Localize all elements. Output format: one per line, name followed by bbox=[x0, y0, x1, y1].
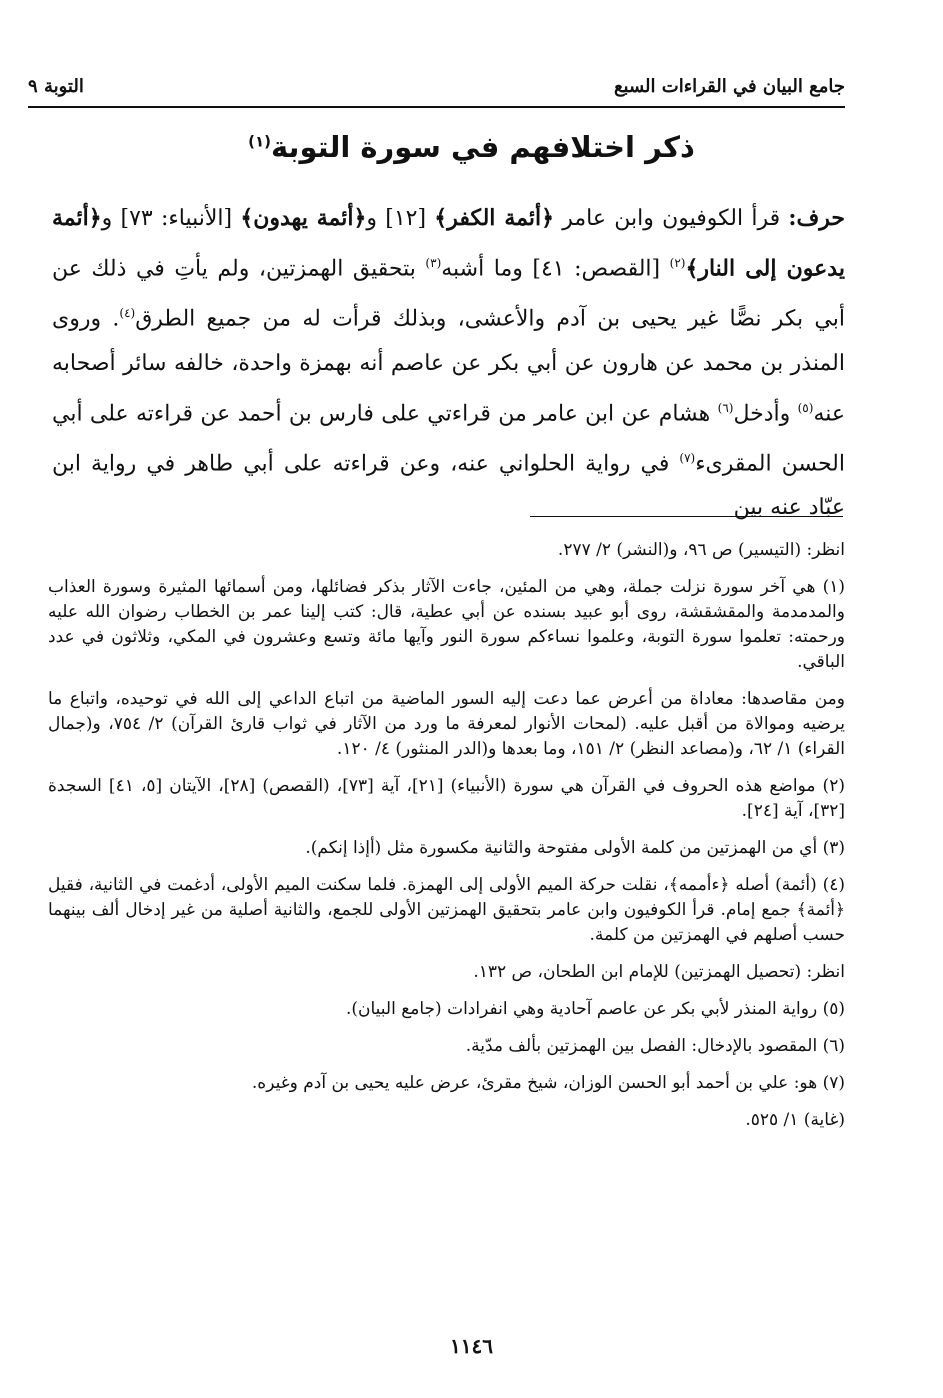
footnote-number: (٣) bbox=[822, 838, 845, 858]
footnote-5 bbox=[48, 997, 845, 1022]
text-run: [الأنبياء: ٧٣] و bbox=[101, 206, 241, 231]
footnote-ref: (٧) bbox=[679, 450, 696, 465]
main-text bbox=[52, 196, 845, 530]
footnote-ref: (٤) bbox=[119, 306, 136, 321]
footnote-divider bbox=[530, 516, 843, 517]
footnote-text: مواضع هذه الحروف في القرآن هي سورة (الأنبياء) [٢١]، آية [٧٣]، (القصص) [٢٨]، الآيتان [٥، ٤١] السجدة [٣٢]، آية [٢٤]. bbox=[48, 776, 845, 821]
footnote-text: هو: علي بن أحمد أبو الحسن الوزان، شيخ مقرئ، عرض عليه يحيى بن آدم وغيره. bbox=[251, 1073, 823, 1093]
footnote-number: (٦) bbox=[822, 1036, 845, 1056]
chapter-title-note: (١) bbox=[248, 132, 271, 151]
footnote-ref: (٢) bbox=[669, 256, 686, 270]
chapter-title bbox=[0, 130, 943, 164]
quran-quote: ﴿أئمة الكفر﴾ bbox=[434, 205, 554, 231]
footnote-7 bbox=[48, 1071, 845, 1096]
footnote-6 bbox=[48, 1034, 845, 1059]
page-number: ١١٤٦ bbox=[450, 1334, 493, 1358]
quran-quote: ﴿أئمة يهدون﴾ bbox=[240, 205, 367, 231]
paragraph bbox=[52, 196, 845, 530]
footnote-number: (٥) bbox=[822, 999, 845, 1019]
text-run: [القصص: ٤١] وما أشبه bbox=[441, 256, 670, 282]
header-book-title: جامع البيان في القراءات السبع bbox=[613, 75, 845, 97]
text-run: قرأ الكوفيون وابن عامر bbox=[553, 206, 789, 231]
header-surah: التوبة ٩ bbox=[28, 75, 84, 97]
footnote-4 bbox=[48, 873, 845, 948]
text-run: وأدخل bbox=[733, 400, 798, 426]
footnote-text: أي من الهمزتين من كلمة الأولى مفتوحة والثانية مكسورة مثل (أإذا إنكم). bbox=[305, 838, 823, 858]
footnote-ref: (٦) bbox=[717, 400, 734, 415]
text-run: هشام عن ابن عامر من قراءتي على فارس بن أحمد عن قراءته على أبي الحسن المقرىء bbox=[52, 400, 845, 477]
text-run: بتحقيق الهمزتين، ولم يأتِ في ذلك عن أبي بكر نصًّا غير يحيى بن آدم والأعشى، وبذلك قرأت له من جميع الطرق bbox=[52, 256, 845, 332]
footnote-text: رواية المنذر لأبي بكر عن عاصم آحادية وهي انفرادات (جامع البيان). bbox=[345, 999, 823, 1019]
footnote-intro: انظر: (التيسير) ص ٩٦، و(النشر) ٢/ ٢٧٧. bbox=[557, 540, 845, 560]
footnote-3 bbox=[48, 836, 845, 861]
quran-quote: ﴿أئمة يدعون إلى النار﴾ bbox=[52, 205, 845, 282]
footnote-ref: (٣) bbox=[425, 256, 442, 270]
footnote-number: (٧) bbox=[822, 1073, 845, 1093]
text-run: . وروى المنذر بن محمد عن هارون عن أبي بكر عن عاصم أنه بهمزة واحدة، خالفه سائر أصحابه عنه bbox=[52, 306, 845, 426]
text-run: في رواية الحلواني عنه، وعن قراءته على أبي طاهر في رواية ابن عبّاد عنه بين bbox=[52, 451, 845, 521]
text-run: [١٢] و bbox=[366, 206, 435, 231]
footnote-ref: (٥) bbox=[797, 400, 814, 415]
lead-word: حرف: bbox=[788, 205, 846, 231]
footnote-text: هي آخر سورة نزلت جملة، وهي من المئين، جاءت الآثار بذكر فضائلها، ومن أسمائها المثيرة وسورة العذاب والمدمدمة والمقشقشة، روى أبو عبيد بسنده عن أبي عطية، قال: كتب إلينا عمر بن الخطاب رضوان الله عليه ورحمته: تعلموا سورة التوبة، وعلموا نساءكم سورة النور وآيها مائة وتسع وعشرون في المكي، وثلاثون في عدد الباقي. bbox=[48, 577, 845, 672]
footnote-2 bbox=[48, 774, 845, 824]
footnote-number: (١) bbox=[822, 577, 845, 597]
footnote-4-reference: انظر: (تحصيل الهمزتين) للإمام ابن الطحان، ص ١٣٢. bbox=[473, 962, 845, 982]
footnote-1-continued: ومن مقاصدها: معاداة من أعرض عما دعت إليه السور الماضية من اتباع الداعي إلى الله في توحيده، واتباع ما يرضيه وموالاة من أقبل عليه. (لمحات الأنوار لمعرفة ما ورد من الآثار في ثواب قارئ القرآن) ٢/ ٧٥٤، و(جمال القراء) ١/ ٦٢، و(مصاعد النظر) ٢/ ١٥١، وما بعدها و(الدر المنثور) ٤/ ١٢٠. bbox=[48, 689, 845, 759]
footnotes bbox=[48, 538, 845, 1145]
footnote-7-reference: (غاية) ١/ ٥٢٥. bbox=[745, 1110, 845, 1130]
footnote-1 bbox=[48, 575, 845, 675]
footnote-text: (أئمة) أصله ﴿ءأممه﴾، نقلت حركة الميم الأولى إلى الهمزة. فلما سكنت الميم الأولى، أدغمت في الثانية، فقيل ﴿أئمة﴾ جمع إمام. قرأ الكوفيون وابن عامر بتحقيق الهمزتين الأولى للجمع، والثانية أصلية من غير إدخال ألف بينهما حسب أصلهم في الهمزتين من كلمة. bbox=[48, 875, 845, 945]
running-header bbox=[28, 66, 845, 108]
footnote-number: (٢) bbox=[822, 776, 845, 796]
footnote-number: (٤) bbox=[822, 875, 845, 895]
footnote-text: المقصود بالإدخال: الفصل بين الهمزتين بألف مدّية. bbox=[465, 1036, 823, 1056]
chapter-title-text: ذكر اختلافهم في سورة التوبة bbox=[270, 130, 695, 164]
